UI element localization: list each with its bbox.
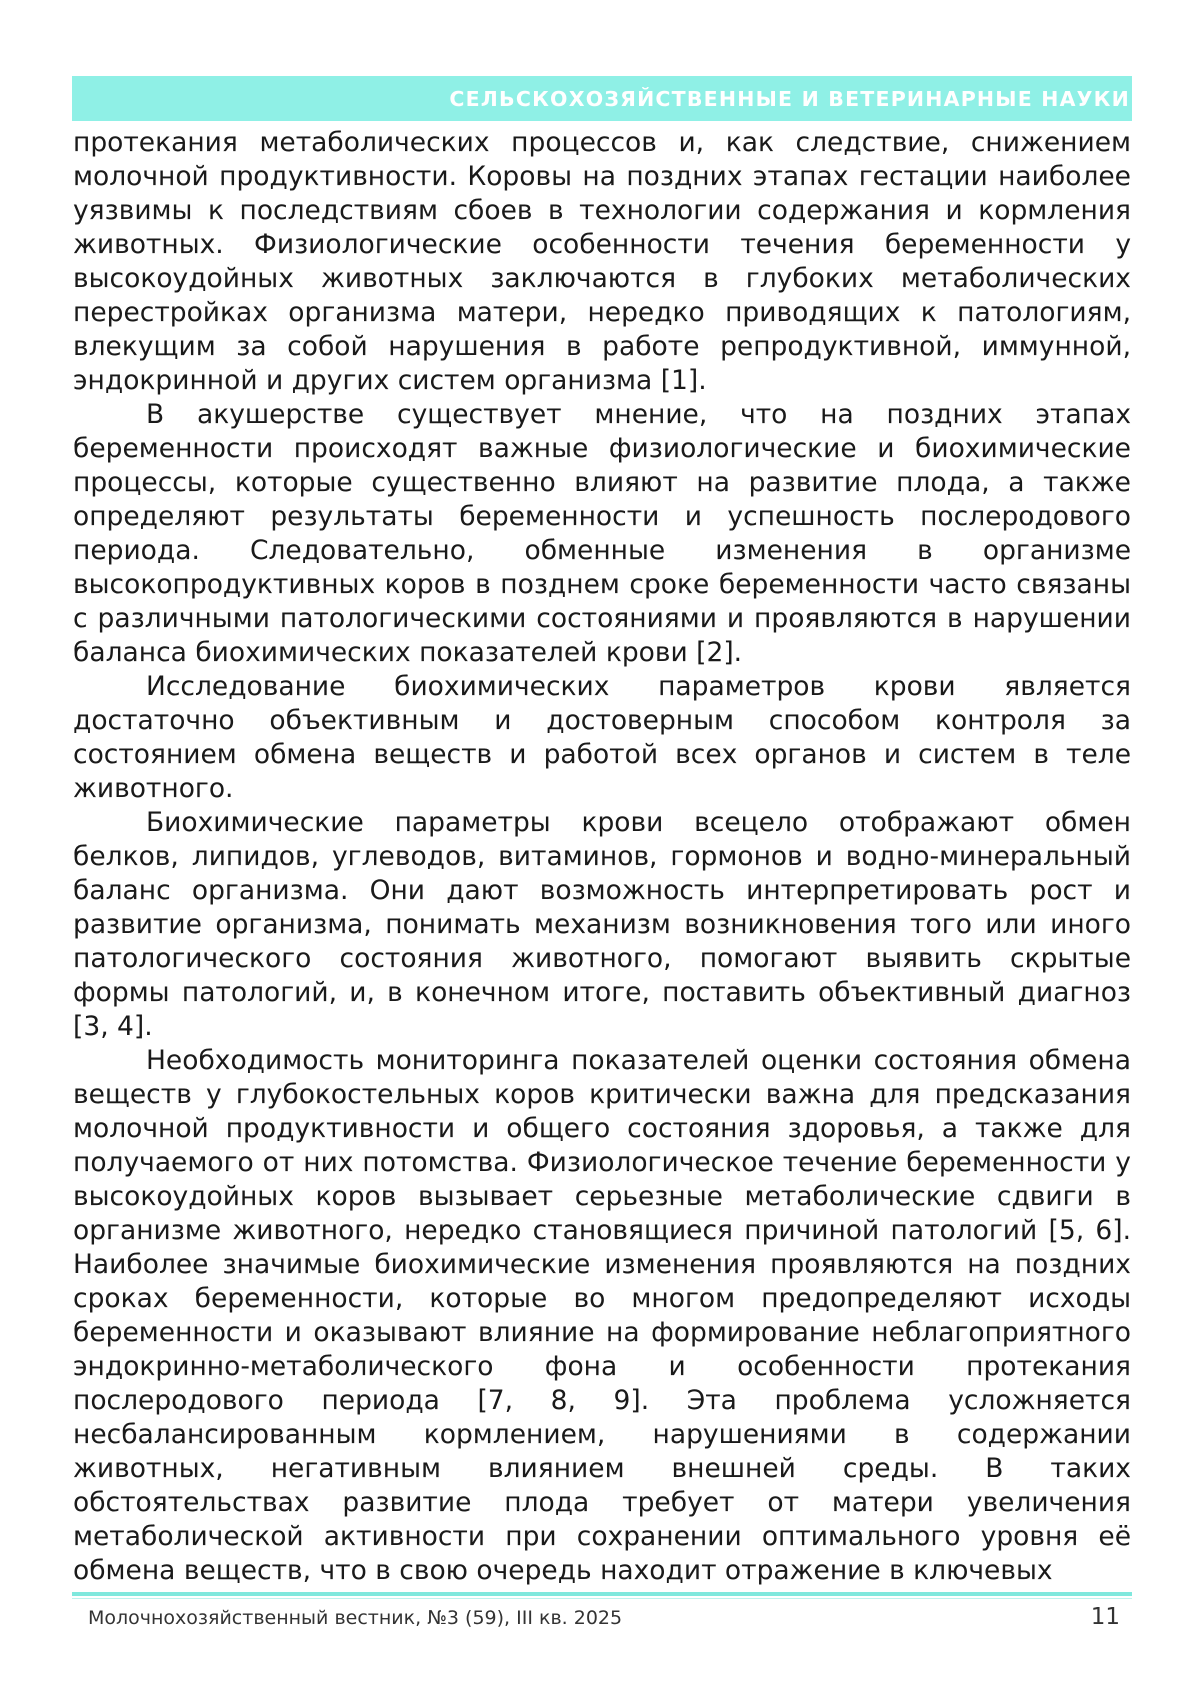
paragraph-continuation: протекания метаболических процессов и, как следствие, снижением молочной продуктивности. Коровы на поздних этапах гестации наиболее уязвимы к последствиям сбоев в технологии содержания и кормления животных. Физиологические особенности течения беременности у высокоудойных животных заключаются в глубоких метаболических перестройках организма матери, нередко приводящих к патологиям, влекущим за собой нарушения в работе репродуктивной, иммунной, эндокринной и других систем организма [1].	[73, 127, 1131, 396]
section-title: СЕЛЬСКОХОЗЯЙСТВЕННЫЕ И ВЕТЕРИНАРНЫЕ НАУКИ	[449, 87, 1130, 111]
article-body	[73, 126, 1131, 1588]
paragraph-obstetrics: В акушерстве существует мнение, что на поздних этапах беременности происходят важные физиологические и биохимические процессы, которые существенно влияют на развитие плода, а также определяют результаты беременности и успешность послеродового периода. Следовательно, обменные изменения в организме высокопродуктивных коров в позднем сроке беременности часто связаны с различными патологическими состояниями и проявляются в нарушении баланса биохимических показателей крови [2].	[73, 399, 1131, 668]
paragraph-monitoring: Необходимость мониторинга показателей оценки состояния обмена веществ у глубокостельных коров критически важна для предсказания молочной продуктивности и общего состояния здоровья, а также для получаемого от них потомства. Физиологическое течение беременности у высокоудойных коров вызывает серьезные метаболические сдвиги в организме животного, нередко становящиеся причиной патологий [5, 6]. Наиболее значимые биохимические изменения проявляются на поздних сроках беременности, которые во многом предопределяют исходы беременности и оказывают влияние на формирование неблагоприятного эндокринно-метаболического фона и особенности протекания послеродового периода [7, 8, 9]. Эта проблема усложняется несбалансированным кормлением, нарушениями в содержании животных, негативным влиянием внешней среды. В таких обстоятельствах развитие плода требует от матери увеличения метаболической активности при сохранении оптимального уровня её обмена веществ, что в свою очередь находит отражение в ключевых	[73, 1045, 1131, 1586]
paragraph-blood-parameters: Биохимические параметры крови всецело отображают обмен белков, липидов, углеводов, витаминов, гормонов и водно-минеральный баланс организма. Они дают возможность интерпретировать рост и развитие организма, понимать механизм возникновения того или иного патологического состояния животного, помогают выявить скрытые формы патологий, и, в конечном итоге, поставить объективный диагноз [3, 4].	[73, 807, 1131, 1042]
section-header-band	[72, 76, 1132, 121]
footer-rule-thin	[72, 1598, 1132, 1599]
paragraph-blood-research: Исследование биохимических параметров крови является достаточно объективным и достоверным способом контроля за состоянием обмена веществ и работой всех органов и систем в теле животного.	[73, 671, 1131, 804]
footer-rule	[72, 1592, 1132, 1596]
journal-citation: Молочнохозяйственный вестник, №3 (59), III кв. 2025	[88, 1607, 623, 1629]
page-number: 11	[1090, 1604, 1120, 1630]
